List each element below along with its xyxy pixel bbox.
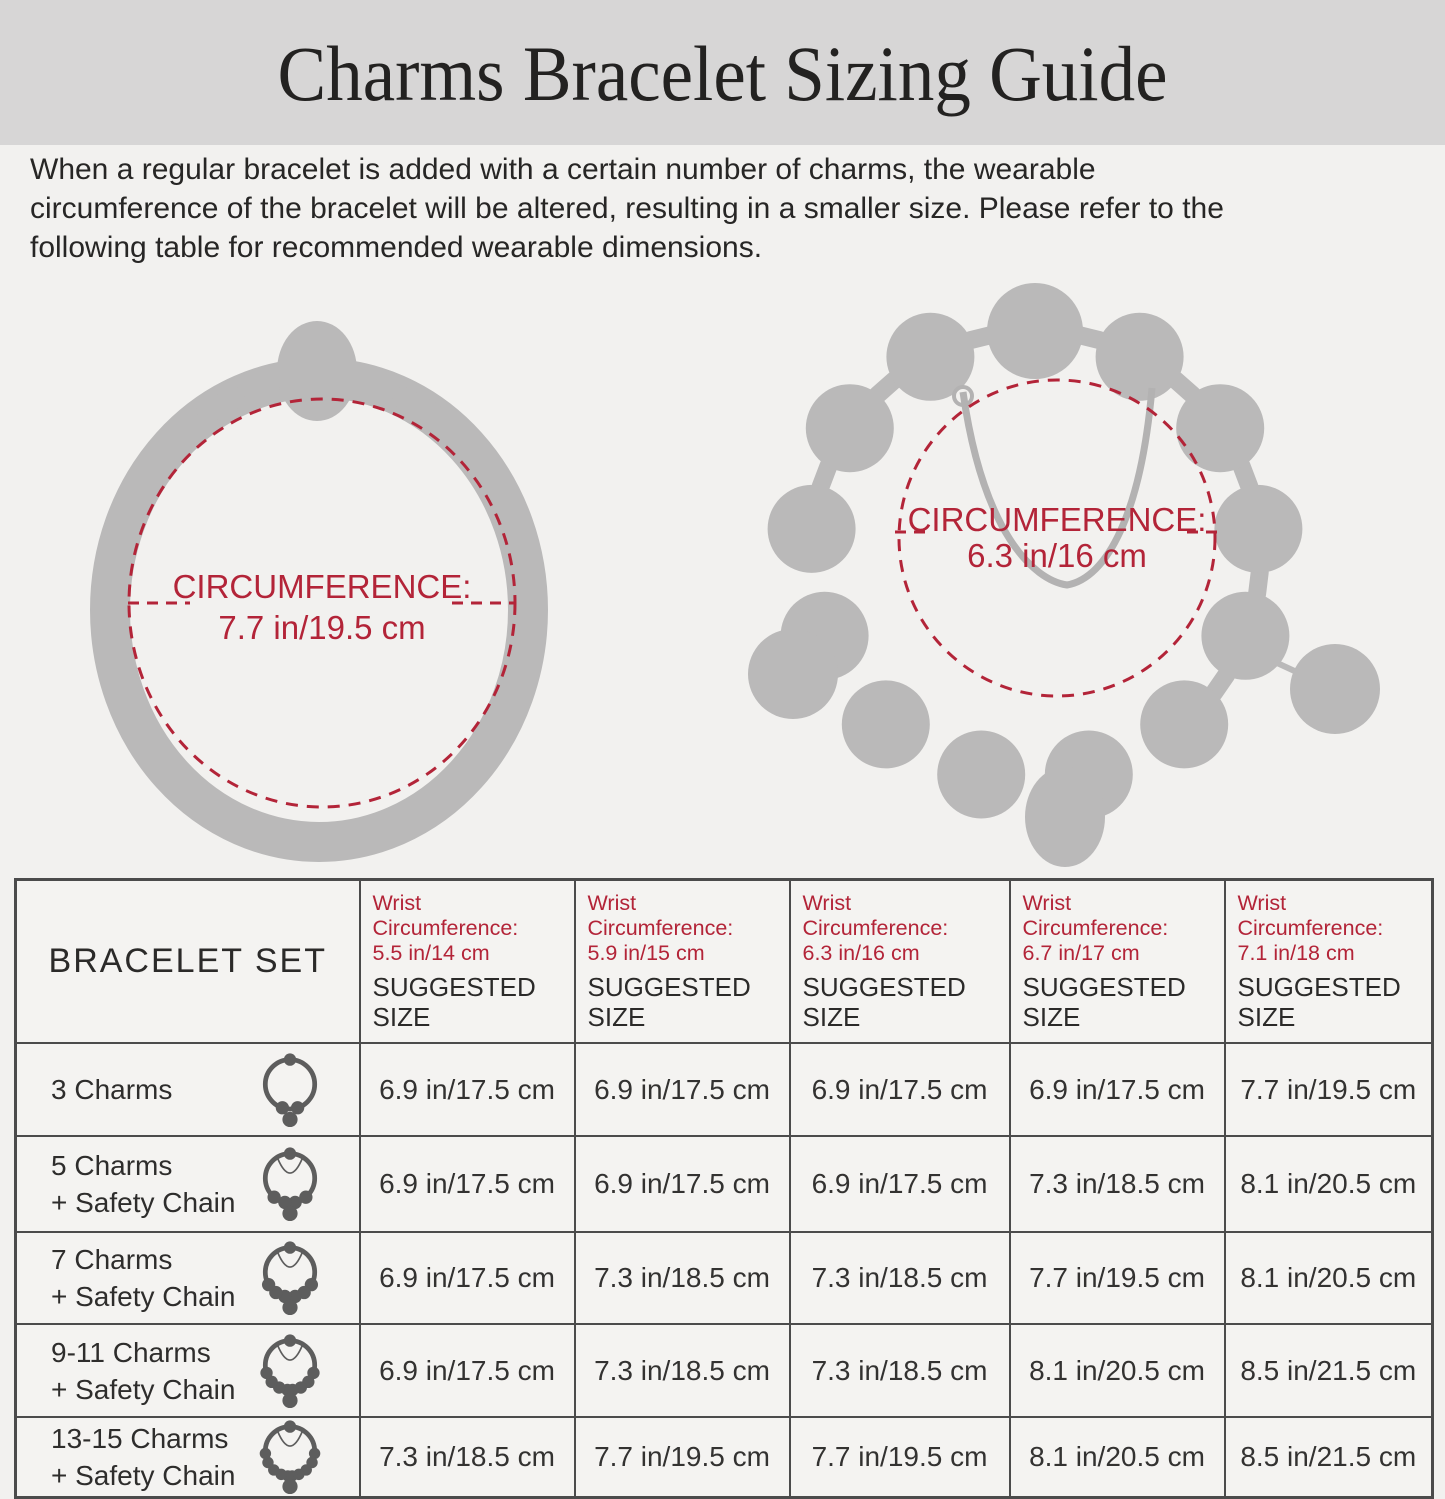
bracelet-13-15-charms-safety-chain-icon — [259, 1419, 321, 1495]
wrist-circumference-label: Wrist Circumference: — [372, 891, 519, 940]
size-value-cell: 6.9 in/17.5 cm — [790, 1136, 1010, 1232]
set-label: 13-15 Charms — [51, 1422, 229, 1454]
circumference-value-charm: 6.3 in/16 cm — [967, 537, 1147, 574]
wrist-circumference-label: Wrist Circumference: — [1022, 891, 1169, 940]
wrist-column-header — [575, 880, 790, 1044]
set-label: 7 Charms — [51, 1244, 173, 1275]
title-banner — [0, 0, 1445, 145]
size-value-cell: 8.1 in/20.5 cm — [1010, 1417, 1225, 1497]
bracelet-set-cell — [16, 1417, 360, 1497]
size-value-cell: 8.5 in/21.5 cm — [1225, 1324, 1433, 1417]
size-value-cell: 6.9 in/17.5 cm — [360, 1043, 575, 1136]
bracelet-set-cell — [16, 1232, 360, 1324]
size-value-cell: 8.1 in/20.5 cm — [1225, 1232, 1433, 1324]
table-row — [16, 1136, 1433, 1232]
intro-line-3: following table for recommended wearable dimensions. — [30, 231, 763, 264]
bracelet-set-header: BRACELET SET — [16, 880, 360, 1044]
size-value-cell: 7.3 in/18.5 cm — [1010, 1136, 1225, 1232]
size-value-cell: 7.3 in/18.5 cm — [790, 1324, 1010, 1417]
size-value-cell: 7.7 in/19.5 cm — [575, 1417, 790, 1497]
bracelet-set-cell — [16, 1043, 360, 1136]
wrist-column-header — [360, 880, 575, 1044]
bracelet-set-cell — [16, 1324, 360, 1417]
size-value-cell: 6.9 in/17.5 cm — [360, 1232, 575, 1324]
table-row — [16, 1324, 1433, 1417]
table-row — [16, 1417, 1433, 1497]
size-value-cell: 7.3 in/18.5 cm — [575, 1324, 790, 1417]
set-label: 5 Charms — [51, 1150, 173, 1181]
wrist-circumference-value: 7.1 in/18 cm — [1237, 941, 1355, 965]
sizing-table — [14, 878, 1434, 1499]
bracelet-7-charms-safety-chain-icon — [259, 1240, 321, 1316]
table-header-row — [16, 880, 1433, 1044]
set-label: + Safety Chain — [51, 1281, 236, 1312]
size-value-cell: 7.3 in/18.5 cm — [790, 1232, 1010, 1324]
size-value-cell: 8.1 in/20.5 cm — [1225, 1136, 1433, 1232]
set-label: 9-11 Charms — [51, 1336, 211, 1368]
wrist-column-header — [1010, 880, 1225, 1044]
wrist-circumference-label: Wrist Circumference: — [587, 891, 734, 940]
wrist-circumference-value: 6.7 in/17 cm — [1022, 941, 1140, 965]
size-value-cell: 8.5 in/21.5 cm — [1225, 1417, 1433, 1497]
set-label: + Safety Chain — [51, 1187, 236, 1218]
wrist-column-header — [1225, 880, 1433, 1044]
bracelet-9-11-charms-safety-chain-icon — [259, 1333, 321, 1409]
circumference-value-plain: 7.7 in/19.5 cm — [218, 609, 426, 646]
size-value-cell: 7.3 in/18.5 cm — [360, 1417, 575, 1497]
size-value-cell: 6.9 in/17.5 cm — [360, 1136, 575, 1232]
clasp-bead — [277, 321, 357, 421]
wrist-circumference-value: 5.9 in/15 cm — [587, 941, 705, 965]
size-value-cell: 6.9 in/17.5 cm — [575, 1043, 790, 1136]
bracelet-3-charms-icon — [259, 1052, 321, 1128]
wrist-circumference-value: 5.5 in/14 cm — [372, 941, 490, 965]
circumference-label-charm: CIRCUMFERENCE: — [907, 501, 1207, 538]
bracelet-5-charms-safety-chain-icon — [259, 1146, 321, 1222]
table-row — [16, 1232, 1433, 1324]
size-value-cell: 6.9 in/17.5 cm — [1010, 1043, 1225, 1136]
suggested-size-label: SUGGESTED SIZE — [1237, 972, 1401, 1032]
charm-bracelet-silhouette — [715, 270, 1435, 890]
size-value-cell: 8.1 in/20.5 cm — [1010, 1324, 1225, 1417]
size-value-cell: 6.9 in/17.5 cm — [360, 1324, 575, 1417]
set-label: + Safety Chain — [51, 1373, 236, 1405]
wrist-circumference-value: 6.3 in/16 cm — [802, 941, 920, 965]
suggested-size-label: SUGGESTED SIZE — [587, 972, 751, 1032]
intro-text — [30, 150, 1224, 267]
suggested-size-label: SUGGESTED SIZE — [372, 972, 536, 1032]
bracelet-set-cell — [16, 1136, 360, 1232]
set-label: + Safety Chain — [51, 1459, 236, 1491]
suggested-size-label: SUGGESTED SIZE — [1022, 972, 1186, 1032]
wrist-circumference-label: Wrist Circumference: — [1237, 891, 1384, 940]
size-value-cell: 6.9 in/17.5 cm — [575, 1136, 790, 1232]
size-value-cell: 7.7 in/19.5 cm — [1225, 1043, 1433, 1136]
intro-line-2: circumference of the bracelet will be altered, resulting in a smaller size. Please refer to the — [30, 192, 1224, 225]
size-value-cell: 7.7 in/19.5 cm — [1010, 1232, 1225, 1324]
table-row — [16, 1043, 1433, 1136]
suggested-size-label: SUGGESTED SIZE — [802, 972, 966, 1032]
wrist-circumference-label: Wrist Circumference: — [802, 891, 949, 940]
circumference-label-plain: CIRCUMFERENCE: — [172, 568, 472, 605]
intro-line-1: When a regular bracelet is added with a certain number of charms, the wearable — [30, 153, 1096, 186]
size-value-cell: 7.3 in/18.5 cm — [575, 1232, 790, 1324]
size-value-cell: 7.7 in/19.5 cm — [790, 1417, 1010, 1497]
set-label: 3 Charms — [51, 1074, 173, 1105]
page-title: Charms Bracelet Sizing Guide — [277, 29, 1168, 118]
size-value-cell: 6.9 in/17.5 cm — [790, 1043, 1010, 1136]
wrist-column-header — [790, 880, 1010, 1044]
